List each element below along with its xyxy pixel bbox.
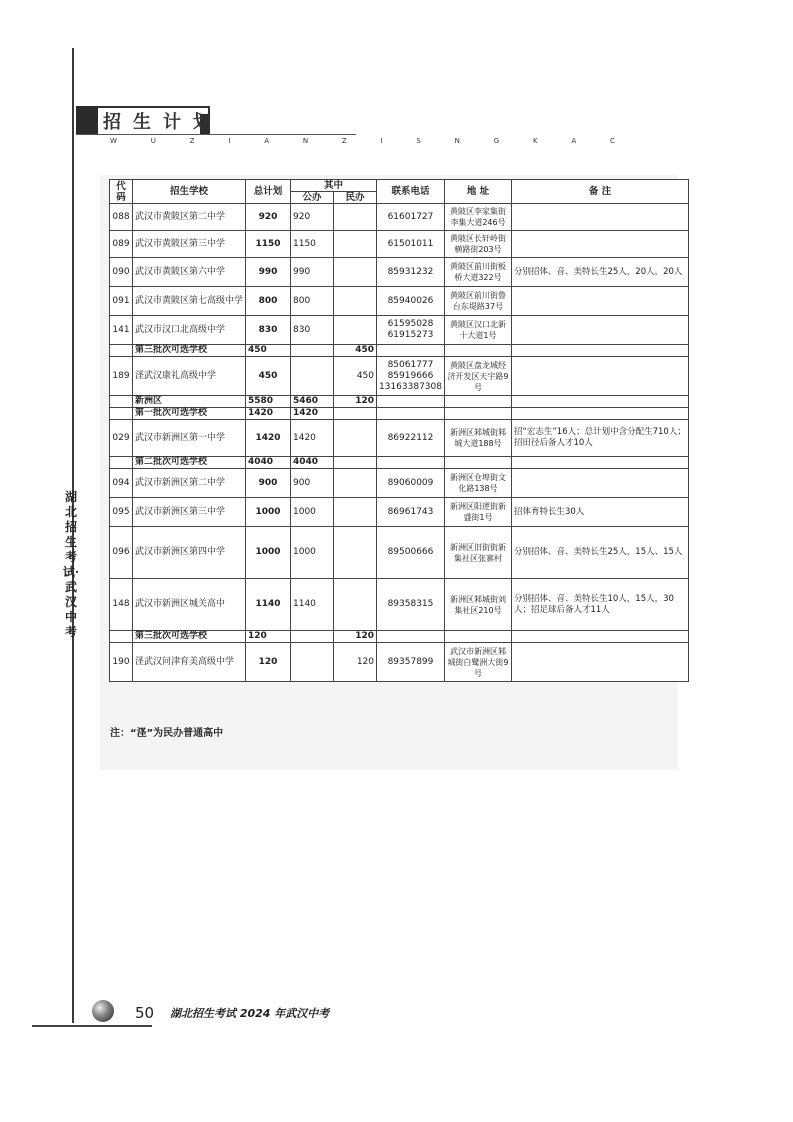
cell-total: 990 (246, 258, 291, 287)
cell-public (291, 643, 334, 682)
cell-total: 1420 (246, 420, 291, 457)
table-row (110, 204, 689, 231)
header-code: 代码 (110, 180, 133, 204)
table-row (110, 287, 689, 316)
header-address: 地 址 (444, 180, 511, 204)
cell-address: 黄陂区汉口北新十大道1号 (444, 316, 511, 345)
footer-rule (32, 1025, 152, 1027)
cell-school: 武汉市黄陂区第三中学 (133, 231, 246, 258)
cell-code: 088 (110, 204, 133, 231)
cell-address (444, 457, 511, 469)
cell-tel (377, 631, 445, 643)
cell-code (110, 457, 133, 469)
cell-tel: 85940026 (377, 287, 445, 316)
cell-address: 黄陂区李家集街李集大道246号 (444, 204, 511, 231)
table-group-row (110, 408, 689, 420)
cell-code (110, 631, 133, 643)
cell-private (334, 204, 377, 231)
cell-code: 141 (110, 316, 133, 345)
cell-school: 武汉市新洲区第四中学 (133, 527, 246, 579)
cell-school: 第二批次可选学校 (133, 457, 246, 469)
header-notes: 备 注 (511, 180, 688, 204)
cell-private (334, 408, 377, 420)
cell-private: 120 (334, 396, 377, 408)
cell-tel: 89358315 (377, 579, 445, 631)
cell-total: 1420 (246, 408, 291, 420)
cell-code: 095 (110, 498, 133, 527)
table-row (110, 643, 689, 682)
cell-school: 武汉市新洲区第一中学 (133, 420, 246, 457)
cell-private (334, 316, 377, 345)
cell-private (334, 287, 377, 316)
cell-public: 5460 (291, 396, 334, 408)
cell-private (334, 579, 377, 631)
cell-public: 4040 (291, 457, 334, 469)
cell-public: 900 (291, 469, 334, 498)
cell-code: 148 (110, 579, 133, 631)
cell-address: 新洲区邾城街邾城大道188号 (444, 420, 511, 457)
cell-code: 096 (110, 527, 133, 579)
cell-private (334, 498, 377, 527)
cell-notes (511, 357, 688, 396)
cell-notes (511, 631, 688, 643)
cell-code (110, 408, 133, 420)
table-group-row (110, 631, 689, 643)
cell-public: 1000 (291, 527, 334, 579)
cell-code (110, 345, 133, 357)
table-group-row (110, 457, 689, 469)
cell-total: 120 (246, 631, 291, 643)
header-among: 其中 (291, 180, 377, 192)
table-row (110, 231, 689, 258)
cell-public: 1150 (291, 231, 334, 258)
cell-school: 武汉市新洲区第二中学 (133, 469, 246, 498)
cell-public: 830 (291, 316, 334, 345)
cell-total: 120 (246, 643, 291, 682)
cell-code: 091 (110, 287, 133, 316)
cell-school: 第三批次可选学校 (133, 345, 246, 357)
cell-public (291, 357, 334, 396)
cell-address: 黄陂区前川街板桥大道322号 (444, 258, 511, 287)
cell-notes (511, 231, 688, 258)
cell-private (334, 457, 377, 469)
cell-code (110, 396, 133, 408)
cell-tel: 89060009 (377, 469, 445, 498)
table-row (110, 579, 689, 631)
cell-notes (511, 345, 688, 357)
section-pinyin: W U Z I A N Z I S N G K A C (110, 137, 631, 145)
table-body (110, 204, 689, 682)
cell-school: 武汉市汉口北高级中学 (133, 316, 246, 345)
cell-tel: 86922112 (377, 420, 445, 457)
side-vertical-title: 湖北招生考试·武汉中考 (62, 490, 80, 639)
cell-total: 1000 (246, 498, 291, 527)
table-row (110, 357, 689, 396)
cell-private (334, 420, 377, 457)
footer-logo-icon (92, 1000, 114, 1022)
cell-school: 㳗武汉问津育美高级中学 (133, 643, 246, 682)
cell-notes (511, 204, 688, 231)
cell-code: 029 (110, 420, 133, 457)
cell-notes: 招体育特长生30人 (511, 498, 688, 527)
table-group-row (110, 396, 689, 408)
header-underline (76, 134, 356, 135)
cell-notes: 分别招体、音、美特长生25人，20人，20人 (511, 258, 688, 287)
cell-code: 189 (110, 357, 133, 396)
cell-notes (511, 316, 688, 345)
cell-private: 120 (334, 631, 377, 643)
cell-code: 089 (110, 231, 133, 258)
cell-private (334, 231, 377, 258)
section-title: 招生计划 (103, 112, 223, 133)
cell-private (334, 527, 377, 579)
header-dark-block (76, 106, 98, 134)
cell-school: 第三批次可选学校 (133, 631, 246, 643)
cell-total: 800 (246, 287, 291, 316)
cell-private: 120 (334, 643, 377, 682)
cell-tel (377, 457, 445, 469)
cell-code: 190 (110, 643, 133, 682)
cell-private: 450 (334, 357, 377, 396)
cell-tel (377, 408, 445, 420)
footer-title: 湖北招生考试 2024 年武汉中考 (170, 1007, 330, 1020)
cell-school: 㳗武汉康礼高级中学 (133, 357, 246, 396)
table-group-row (110, 345, 689, 357)
cell-notes (511, 408, 688, 420)
cell-private (334, 469, 377, 498)
cell-tel: 61601727 (377, 204, 445, 231)
enrollment-plan-table (109, 179, 689, 682)
table-row (110, 420, 689, 457)
cell-code: 094 (110, 469, 133, 498)
cell-notes: 招“宏志生”16人；总计划中含分配生710人；招田径后备人才10人 (511, 420, 688, 457)
cell-private (334, 258, 377, 287)
cell-public: 920 (291, 204, 334, 231)
cell-total: 900 (246, 469, 291, 498)
cell-school: 第一批次可选学校 (133, 408, 246, 420)
cell-notes (511, 396, 688, 408)
cell-school: 新洲区 (133, 396, 246, 408)
cell-address (444, 396, 511, 408)
cell-public: 1000 (291, 498, 334, 527)
table-row (110, 498, 689, 527)
cell-code: 090 (110, 258, 133, 287)
cell-public: 1420 (291, 408, 334, 420)
header-private: 民办 (334, 192, 377, 204)
cell-tel (377, 345, 445, 357)
header-tel: 联系电话 (377, 180, 445, 204)
cell-school: 武汉市新洲区城关高中 (133, 579, 246, 631)
cell-address (444, 408, 511, 420)
table-header-row (110, 180, 689, 192)
table-row (110, 258, 689, 287)
cell-address: 黄陂区盘龙城经济开发区天宇路9号 (444, 357, 511, 396)
cell-notes: 分别招体、音、美特长生25人，15人、15人 (511, 527, 688, 579)
cell-address: 新洲区仓埠街文化路138号 (444, 469, 511, 498)
cell-address: 新洲区旧街街新集社区张寨村 (444, 527, 511, 579)
cell-tel: 89500666 (377, 527, 445, 579)
cell-tel: 61595028 61915273 (377, 316, 445, 345)
cell-notes (511, 287, 688, 316)
cell-school: 武汉市黄陂区第二中学 (133, 204, 246, 231)
cell-school: 武汉市黄陂区第六中学 (133, 258, 246, 287)
page-number: 50 (135, 1004, 155, 1022)
cell-private: 450 (334, 345, 377, 357)
cell-public: 1420 (291, 420, 334, 457)
cell-address (444, 631, 511, 643)
cell-address: 黄陂区前川街鲁台东堤路37号 (444, 287, 511, 316)
cell-total: 1000 (246, 527, 291, 579)
cell-notes (511, 457, 688, 469)
cell-total: 1150 (246, 231, 291, 258)
cell-total: 5580 (246, 396, 291, 408)
cell-public (291, 345, 334, 357)
cell-notes (511, 469, 688, 498)
cell-tel (377, 396, 445, 408)
table-row (110, 527, 689, 579)
header-total: 总计划 (246, 180, 291, 204)
cell-address (444, 345, 511, 357)
cell-public (291, 631, 334, 643)
cell-tel: 61501011 (377, 231, 445, 258)
cell-notes: 分别招体、音、美特长生10人，15人，30人；招足球后备人才11人 (511, 579, 688, 631)
cell-total: 450 (246, 345, 291, 357)
cell-school: 武汉市新洲区第三中学 (133, 498, 246, 527)
cell-total: 830 (246, 316, 291, 345)
cell-total: 4040 (246, 457, 291, 469)
cell-public: 990 (291, 258, 334, 287)
cell-total: 1140 (246, 579, 291, 631)
cell-school: 武汉市黄陂区第七高级中学 (133, 287, 246, 316)
table-footnote: 注：“㳗”为民办普通高中 (110, 728, 224, 739)
cell-address: 新洲区邾城街刘集社区210号 (444, 579, 511, 631)
cell-total: 920 (246, 204, 291, 231)
cell-total: 450 (246, 357, 291, 396)
cell-tel: 85931232 (377, 258, 445, 287)
cell-address: 黄陂区长轩岭街横路街203号 (444, 231, 511, 258)
table-row (110, 469, 689, 498)
header-school: 招生学校 (133, 180, 246, 204)
cell-notes (511, 643, 688, 682)
cell-public: 1140 (291, 579, 334, 631)
cell-tel: 85061777 85919666 13163387308 (377, 357, 445, 396)
cell-address: 武汉市新洲区邾城街白鹭洲大街9号 (444, 643, 511, 682)
cell-public: 800 (291, 287, 334, 316)
cell-tel: 89357899 (377, 643, 445, 682)
table-row (110, 316, 689, 345)
header-public: 公办 (291, 192, 334, 204)
cell-address: 新洲区阳逻街新盛街1号 (444, 498, 511, 527)
cell-tel: 86961743 (377, 498, 445, 527)
